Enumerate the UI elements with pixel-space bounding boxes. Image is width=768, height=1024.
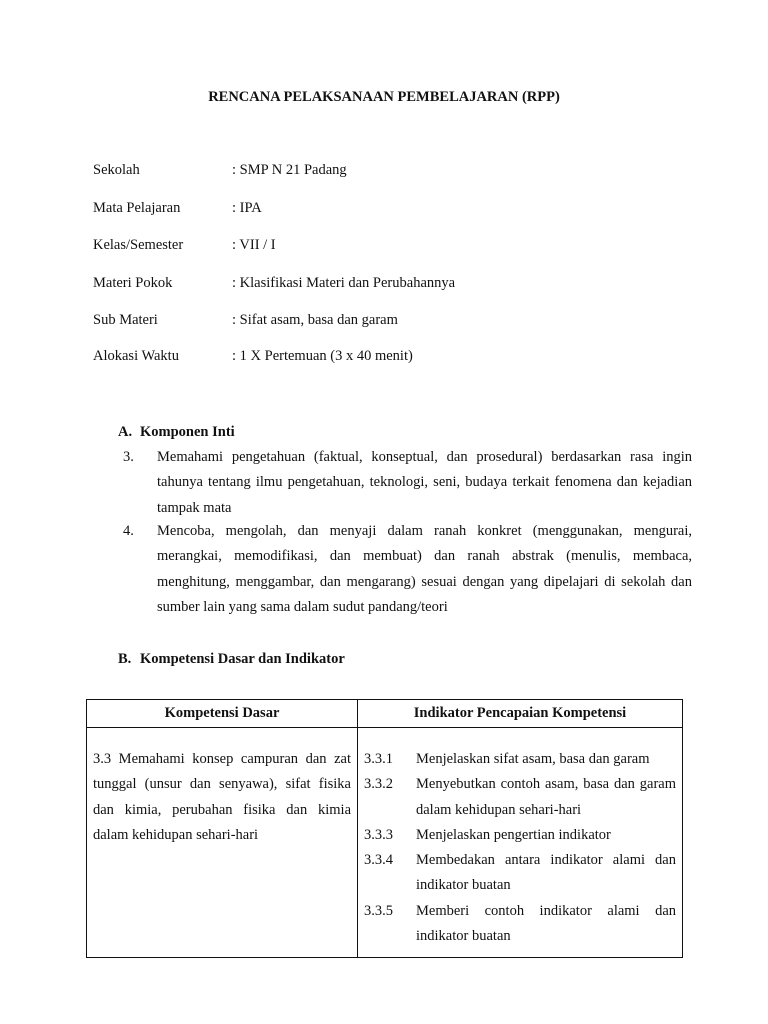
column-header-kd: Kompetensi Dasar (87, 700, 358, 728)
list-item (364, 823, 676, 848)
info-value: : Sifat asam, basa dan garam (232, 312, 398, 328)
column-header-indikator: Indikator Pencapaian Kompetensi (358, 700, 683, 728)
indikator-list (358, 728, 682, 957)
info-label: Sub Materi (93, 312, 158, 328)
section-a-heading (118, 422, 235, 442)
table-header-row (87, 700, 683, 728)
indicator-number: 3.3.5 (364, 902, 393, 919)
info-label: Mata Pelajaran (93, 200, 181, 216)
list-item (364, 899, 676, 950)
kd-cell (87, 728, 358, 958)
info-value: : IPA (232, 200, 262, 216)
info-label: Sekolah (93, 162, 140, 178)
info-value: : SMP N 21 Padang (232, 162, 347, 178)
section-letter: A. (118, 424, 133, 440)
indicator-number: 3.3.2 (364, 776, 393, 793)
item-text: Mencoba, mengolah, dan menyaji dalam ranah konkret (menggunakan, mengurai, merangkai, memodifikasi, dan membuat) dan ranah abstrak (menulis, membaca, menghitung, menggambar, dan mengarang) sesuai dengan yang dipelajari di sekolah dan sumber lain yang sama dalam sudut pandang/teori (157, 523, 692, 615)
indicator-number: 3.3.3 (364, 826, 393, 843)
info-value: : VII / I (232, 237, 276, 253)
indicator-text: Memberi contoh indikator alami dan indikator buatan (416, 902, 676, 945)
section-letter: B. (118, 651, 132, 667)
item-text: Memahami pengetahuan (faktual, konseptual, dan prosedural) berdasarkan rasa ingin tahunya tentang ilmu pengetahuan, teknologi, seni, budaya terkait fenomena dan kejadian tampak mata (157, 449, 692, 516)
info-label: Kelas/Semester (93, 237, 184, 253)
indikator-cell (358, 728, 683, 958)
item-number: 4. (123, 523, 134, 539)
indicator-text: Menyebutkan contoh asam, basa dan garam dalam kehidupan sehari-hari (416, 776, 676, 818)
kompetensi-table (86, 699, 683, 958)
section-title: Komponen Inti (140, 424, 235, 440)
list-item (364, 848, 676, 899)
komponen-inti-item-4 (123, 519, 692, 620)
indicator-number: 3.3.4 (364, 852, 393, 869)
list-item (364, 747, 676, 772)
komponen-inti-item-3 (123, 445, 692, 521)
info-value: : 1 X Pertemuan (3 x 40 menit) (232, 348, 413, 364)
list-item (364, 772, 676, 823)
kd-text: 3.3 Memahami konsep campuran dan zat tunggal (unsur dan senyawa), sifat fisika dan kimia, perubahan fisika dan kimia dalam kehidupan sehari-hari (93, 751, 351, 843)
table-row (87, 728, 683, 958)
indicator-number: 3.3.1 (364, 751, 393, 767)
info-value: : Klasifikasi Materi dan Perubahannya (232, 275, 456, 291)
indicator-text: Menjelaskan sifat asam, basa dan garam (416, 751, 650, 767)
section-title: Kompetensi Dasar dan Indikator (140, 651, 345, 667)
item-number: 3. (123, 449, 134, 465)
info-label: Materi Pokok (93, 275, 173, 291)
indicator-text: Membedakan antara indikator alami dan indikator buatan (416, 852, 676, 894)
section-b-heading (118, 649, 345, 669)
info-label: Alokasi Waktu (93, 348, 179, 364)
document-title: RENCANA PELAKSANAAN PEMBELAJARAN (RPP) (208, 89, 560, 105)
indicator-text: Menjelaskan pengertian indikator (416, 826, 611, 843)
